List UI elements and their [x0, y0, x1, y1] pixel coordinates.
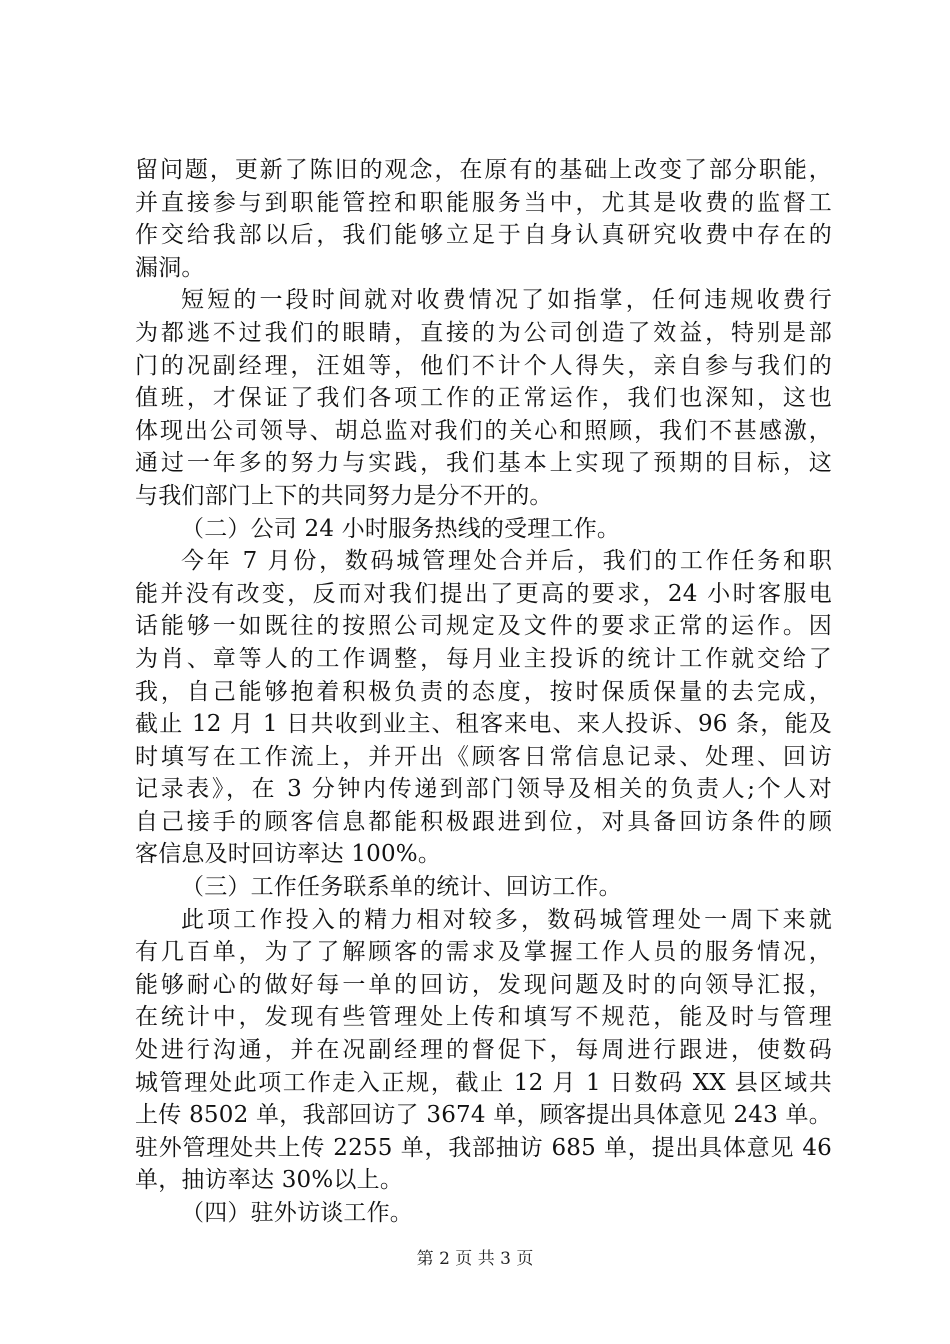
text-line: 能并没有改变，反而对我们提出了更高的要求，24 小时客服电 [135, 580, 832, 607]
text-line: 处进行沟通，并在况副经理的督促下，每周进行跟进，使数码 [135, 1037, 832, 1064]
text-line: 为都逃不过我们的眼睛，直接的为公司创造了效益，特别是部 [135, 319, 832, 346]
text-line: （二）公司 24 小时服务热线的受理工作。 [181, 515, 621, 542]
text-line: 话能够一如既往的按照公司规定及文件的要求正常的运作。因 [135, 613, 832, 640]
text-line: 驻外管理处共上传 2255 单，我部抽访 685 单，提出具体意见 46 [135, 1134, 832, 1161]
text-line: （三）工作任务联系单的统计、回访工作。 [181, 874, 622, 901]
text-line: 我，自己能够抱着积极负责的态度，按时保质保量的去完成， [135, 678, 832, 705]
text-line: 截止 12 月 1 日共收到业主、租客来电、来人投诉、96 条，能及 [135, 711, 832, 738]
text-line: 与我们部门上下的共同努力是分不开的。 [135, 482, 553, 509]
text-line: 上传 8502 单，我部回访了 3674 单，顾客提出具体意见 243 单。 [135, 1102, 832, 1129]
text-line: （四）驻外访谈工作。 [181, 1200, 413, 1226]
text-line: 作交给我部以后，我们能够立足于自身认真研究收费中存在的 [135, 222, 832, 249]
text-line: 城管理处此项工作走入正规，截止 12 月 1 日数码 XX 县区域共 [135, 1069, 832, 1096]
text-line: 能够耐心的做好每一单的回访，发现问题及时的向领导汇报， [135, 971, 832, 998]
page-footer: 第 2 页 共 3 页 [416, 1249, 534, 1269]
text-line: 记录表》，在 3 分钟内传递到部门领导及相关的负责人;个人对 [135, 776, 832, 803]
text-line: 有几百单，为了了解顾客的需求及掌握工作人员的服务情况， [135, 939, 832, 966]
text-line: 客信息及时回访率达 100%。 [135, 841, 442, 868]
text-line: 单，抽访率达 30%以上。 [135, 1167, 404, 1194]
text-line: 值班，才保证了我们各项工作的正常运作，我们也深知，这也 [135, 385, 832, 412]
text-line: 体现出公司领导、胡总监对我们的关心和照顾，我们不甚感激， [135, 417, 832, 444]
text-line: 短短的一段时间就对收费情况了如指掌，任何违规收费行 [181, 287, 832, 314]
text-line: 通过一年多的努力与实践，我们基本上实现了预期的目标，这 [135, 450, 832, 477]
text-line: 并直接参与到职能管控和职能服务当中，尤其是收费的监督工 [135, 189, 832, 216]
text-line: 在统计中，发现有些管理处上传和填写不规范，能及时与管理 [135, 1004, 832, 1031]
text-line: 今年 7 月份，数码城管理处合并后，我们的工作任务和职 [181, 548, 832, 575]
body-text [135, 154, 832, 1230]
text-line: 此项工作投入的精力相对较多，数码城管理处一周下来就 [181, 906, 832, 933]
text-line: 时填写在工作流上，并开出《顾客日常信息记录、处理、回访 [135, 743, 832, 770]
text-line: 门的况副经理，汪姐等，他们不计个人得失，亲自参与我们的 [135, 352, 832, 379]
text-line: 留问题，更新了陈旧的观念，在原有的基础上改变了部分职能， [135, 157, 832, 183]
text-line: 漏洞。 [135, 254, 205, 281]
text-line: 为肖、章等人的工作调整，每月业主投诉的统计工作就交给了 [135, 645, 832, 672]
text-line: 自己接手的顾客信息都能积极跟进到位，对具备回访条件的顾 [135, 808, 832, 835]
